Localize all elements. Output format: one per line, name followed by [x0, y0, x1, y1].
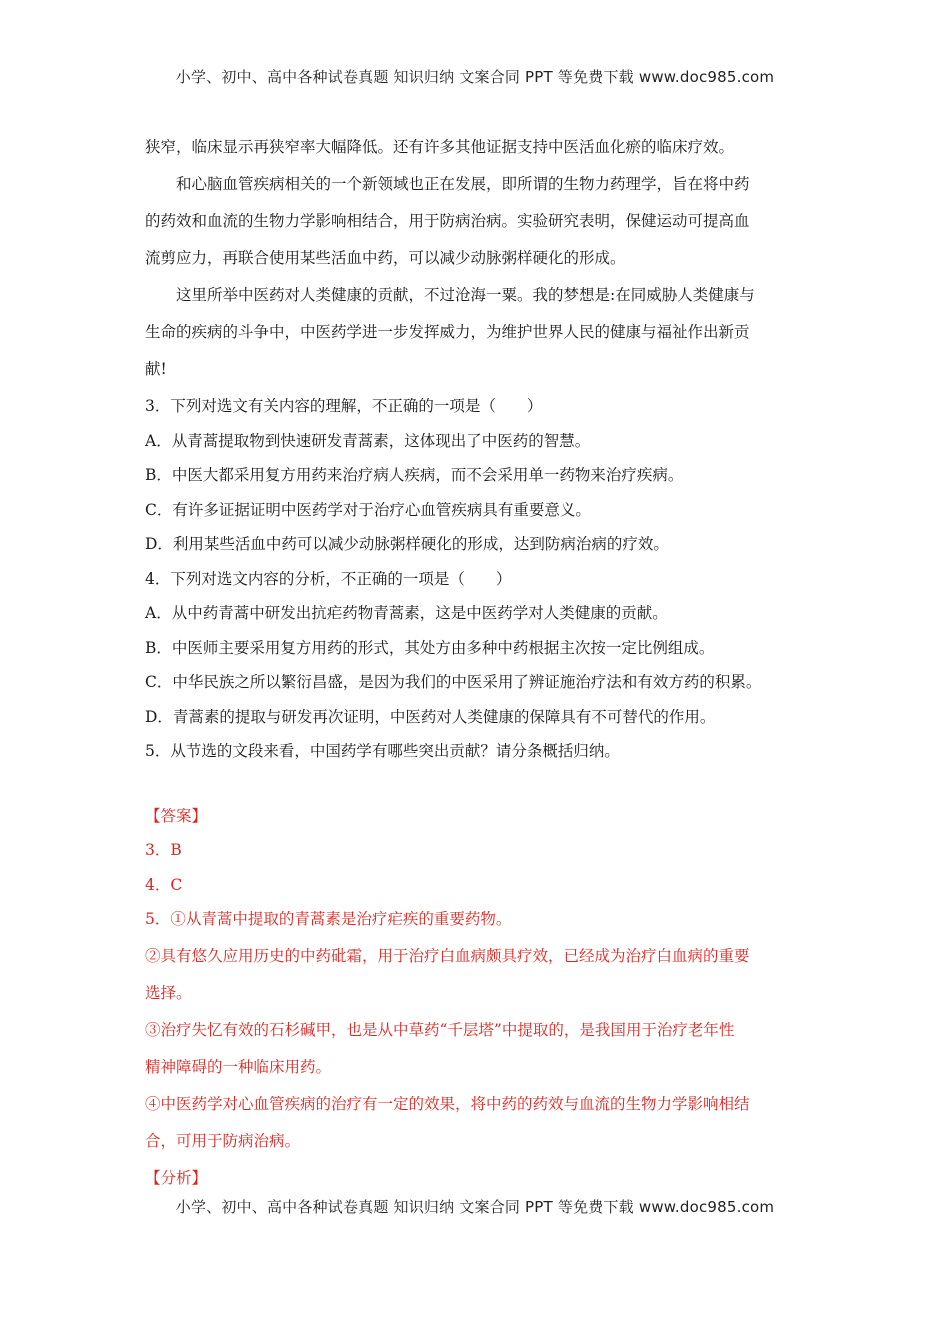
- answer-line: 选择。: [145, 984, 192, 1002]
- question-5: 5．从节选的文段来看，中国药学有哪些突出贡献？请分条概括归纳。: [145, 742, 620, 760]
- answer-line: 合，可用于防病治病。: [145, 1132, 301, 1150]
- answer-heading: 【答案】: [145, 806, 208, 825]
- passage-line: 献!: [145, 360, 167, 378]
- passage-line: 和心脑血管疾病相关的一个新领域也正在发展，即所谓的生物力药理学，旨在将中药: [176, 175, 750, 193]
- option-3c: C．有许多证据证明中医药学对于治疗心血管疾病具有重要意义。: [145, 500, 591, 519]
- answer-line: 精神障碍的一种临床用药。: [145, 1058, 332, 1076]
- answer-line: ②具有悠久应用历史的中药砒霜，用于治疗白血病颇具疗效，已经成为治疗白血病的重要: [145, 947, 750, 965]
- answer-line: ④中医药学对心血管疾病的治疗有一定的效果，将中药的药效与血流的生物力学影响相结: [145, 1095, 750, 1113]
- passage-line: 狭窄，临床显示再狭窄率大幅降低。还有许多其他证据支持中医活血化瘀的临床疗效。: [145, 138, 735, 156]
- answer-line: 3．B: [145, 841, 182, 859]
- option-3a: A．从青蒿提取物到快速研发青蒿素，这体现出了中医药的智慧。: [145, 431, 591, 450]
- passage-line: 生命的疾病的斗争中，中医药学进一步发挥威力，为维护世界人民的健康与福祉作出新贡: [145, 323, 750, 341]
- spacer: [145, 772, 810, 802]
- analysis-heading: 【分析】: [145, 1169, 208, 1187]
- question-4: 4．下列对选文内容的分析，不正确的一项是（ ）: [145, 569, 512, 588]
- answer-line: ③治疗失忆有效的石杉碱甲，也是从中草药“千层塔”中提取的，是我国用于治疗老年性: [145, 1021, 735, 1039]
- passage-line: 流剪应力，再联合使用某些活血中药，可以减少动脉粥样硬化的形成。: [145, 249, 626, 267]
- questions: [145, 392, 810, 772]
- option-4d: D．青蒿素的提取与研发再次证明，中医药对人类健康的保障具有不可替代的作用。: [145, 707, 716, 726]
- answer-line: 4．C: [145, 875, 183, 894]
- option-4a: A．从中药青蒿中研发出抗疟药物青蒿素，这是中医药学对人类健康的贡献。: [145, 604, 668, 622]
- page-header: 小学、初中、高中各种试卷真题 知识归纳 文案合同 PPT 等免费下载 www.doc985.com: [175, 68, 775, 86]
- option-4c: C．中华民族之所以繁衍昌盛，是因为我们的中医采用了辨证施治疗法和有效方药的积累。: [145, 673, 762, 691]
- passage: [145, 133, 810, 392]
- option-4b: B．中医师主要采用复方用药的形式，其处方由多种中药根据主次按一定比例组成。: [145, 638, 715, 657]
- question-3: 3．下列对选文有关内容的理解，不正确的一项是（ ）: [145, 397, 543, 415]
- passage-line: 的药效和血流的生物力学影响相结合，用于防病治病。实验研究表明，保健运动可提高血: [145, 212, 750, 230]
- page-footer: 小学、初中、高中各种试卷真题 知识归纳 文案合同 PPT 等免费下载 www.doc985.com: [175, 1198, 775, 1216]
- option-3b: B．中医大都采用复方用药来治疗病人疾病，而不会采用单一药物来治疗疾病。: [145, 466, 684, 484]
- option-3d: D．利用某些活血中药可以减少动脉粥样硬化的形成，达到防病治病的疗效。: [145, 535, 669, 553]
- answer-line: 5．①从青蒿中提取的青蒿素是治疗疟疾的重要药物。: [145, 910, 512, 928]
- answer-section: [145, 802, 810, 1165]
- passage-line: 这里所举中医药对人类健康的贡献，不过沧海一粟。我的梦想是:在同威胁人类健康与: [176, 286, 755, 304]
- document-body: [145, 133, 810, 1199]
